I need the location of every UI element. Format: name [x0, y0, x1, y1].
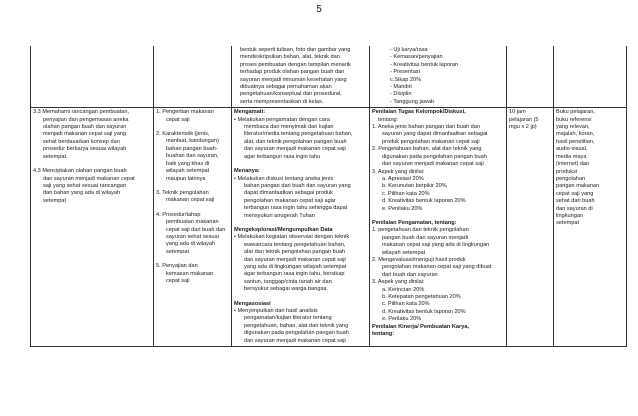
penilaian-sub: tentang: — [378, 116, 399, 123]
kegiatan-heading: Mengeksplorasi/Mengumpulkan Data — [234, 226, 333, 233]
kegiatan-item: mensyukuri anugerah Tuhan — [244, 212, 315, 219]
materi-item: sayuran sehat sesuai — [166, 233, 219, 240]
penilaian-item: 2. Mengevaluasi/menguji hasil produk — [372, 256, 466, 263]
materi-item: 3. Teknik pengolahan — [156, 189, 209, 196]
alokasi-waktu — [509, 109, 551, 131]
aspek-item: b. Ketepatan pengetahuan 20% — [382, 294, 461, 300]
sumber-line: pengolahan — [556, 175, 586, 182]
penilaian-item: 2. Pengetahuan bahan, alat dan teknik yang — [372, 146, 482, 153]
materi-item: setempat — [166, 248, 190, 255]
materi-item: wilayah setempat — [166, 168, 210, 175]
waktu-line: pelajaran (5 — [509, 116, 539, 123]
kd-3-3 — [33, 109, 151, 161]
penilaian-sub: tentang: — [372, 331, 395, 338]
sumber-line: (internet) dan — [556, 161, 590, 168]
waktu-line: mgu x 2 jp) — [509, 124, 537, 131]
text-line: dan bahan yang ada di wilayah — [43, 190, 121, 197]
materi-item: buahan dan sayuran, — [166, 153, 219, 160]
penilaian-cell — [370, 46, 507, 108]
kegiatan-cell — [232, 108, 370, 347]
text-line: setempat — [43, 197, 67, 204]
text-line: proses pembuatan dengan tampilan menarik — [240, 61, 351, 68]
kegiatan-item: dan sayuran menjadi makanan cepat saji — [244, 146, 346, 153]
kegiatan-item: dan sayuran menjadi makanan cepat saji — [244, 337, 346, 344]
materi-item: cepat saji — [166, 116, 190, 123]
sumber-line: setempat — [556, 220, 580, 227]
aspek-item: b. Kerunutan berpikir 20% — [382, 183, 447, 190]
sumber-cell — [554, 108, 627, 347]
text-line: - Mandiri — [390, 84, 412, 91]
kegiatan-item: terbangun rasa ingin tahu sehingga dapat — [244, 205, 348, 212]
penilaian-item: sayuran yang dapat dimanfaatkan sebagai — [382, 131, 488, 138]
kd-4-3 — [33, 168, 151, 205]
text-line: c.Sikap 20% — [390, 76, 422, 83]
penilaian-lines — [372, 47, 504, 106]
materi-item: yang ada di wilayah — [166, 241, 216, 248]
penilaian-heading: Penilaian Pengamatan, tentang: — [372, 219, 457, 226]
text-line: 4.3 Menciptakan olahan pangan buah — [33, 168, 127, 175]
kegiatan-item: agar terbangun rasa ingin tahu, bersikap — [244, 271, 345, 278]
text-line: - Kemasan/penyajian — [390, 54, 443, 61]
sumber-belajar — [556, 109, 624, 228]
kegiatan-cell — [232, 46, 370, 108]
penilaian-heading: Penilaian Kinerja/ Pembuatan Karya, — [372, 323, 469, 330]
kegiatan-heading: Menanya: — [234, 168, 260, 175]
kegiatan-item: alat dan teknik pengolahan pangan buah — [244, 249, 346, 256]
materi-item: 4. Prosedur/tahap — [156, 211, 201, 218]
sumber-line: cepat saji yang — [556, 190, 594, 197]
sumber-line: dan sayuran di — [556, 205, 593, 212]
penilaian-item: digunakan pada pengolahan pangan buah — [382, 153, 487, 160]
penilaian-cell — [370, 108, 507, 347]
text-line: - Disiplin — [390, 91, 412, 98]
materi-item: baik yang khas di — [166, 160, 210, 167]
materi-item: 2. Karakteristik (jenis, — [156, 131, 210, 138]
aspek-item: a. Apresiasi 20% — [382, 175, 424, 182]
syllabus-table — [30, 46, 626, 416]
aspek-item: c. Pilihan kata 20% — [382, 301, 430, 308]
table-row — [31, 108, 627, 347]
page-number: 5 — [316, 4, 322, 15]
text-line: penyajian dan pengemasan aneka — [43, 116, 129, 123]
aspek-item: a. Kerincian 20% — [382, 286, 425, 293]
kegiatan-list — [234, 109, 367, 345]
kegiatan-item: pengolahan makanan cepat saji agar — [244, 197, 336, 204]
kegiatan-lines — [234, 47, 367, 106]
kegiatan-item: alat, dan teknik pengolahan pangan buah — [244, 138, 347, 145]
text-line: bentuk seperti tulisan, foto dan gambar yang — [240, 47, 351, 53]
sumber-line: media maya — [556, 153, 587, 160]
penilaian-item: produk pengolahan makanan cepat saji — [382, 138, 480, 145]
text-line: dan sayuran menjadi makanan cepat — [43, 175, 135, 182]
materi-item: 1. Pengertian makanan — [156, 109, 214, 116]
aspek-item: e. Penilaku 20% — [382, 205, 423, 212]
text-line: serta mempresentasikan di kelas. — [240, 98, 324, 105]
text-line: pengetahuan/konseptual dan prosedural, — [240, 91, 342, 98]
penilaian-item: dan sayuran menjadi makanan cepat saji — [382, 161, 484, 168]
sumber-line: sehat dari buah — [556, 198, 595, 205]
penilaian-item: wilayah setempat — [382, 249, 426, 256]
text-line: prosedur berkarya sesuai wilayah — [43, 146, 127, 153]
text-line: sehat berdasarkan konsep dan — [43, 138, 120, 145]
aspek-item: d. Kreativitas bentuk laporan 20% — [382, 308, 466, 315]
kegiatan-item: digunakan pada pengolahan pangan buah — [244, 330, 349, 337]
waktu-cell — [507, 108, 554, 347]
kegiatan-heading: Mengamati: — [234, 109, 266, 116]
kegiatan-item: • Melakukan kegiatan observasi dengan teknik — [234, 234, 350, 241]
penilaian-item: 1. pengetahuan dan teknik pengolahan — [372, 227, 469, 234]
materi-item: 5. Penyajian dan — [156, 263, 198, 270]
text-line: - Tanggung jawab — [390, 98, 435, 105]
kegiatan-item: pengamatan/kajian literatur tentang — [244, 315, 332, 322]
penilaian-item: pangan buah dan sayuran menjadi — [382, 234, 469, 241]
materi-cell — [154, 108, 232, 347]
kegiatan-item: dan sayuran menjadi makanan cepat saji — [244, 256, 346, 263]
materi-item: bahan pangan buah- — [166, 145, 218, 152]
text-line: - Kreativitas bentuk laporan — [390, 61, 459, 68]
sumber-line: buku referensi — [556, 116, 592, 123]
text-line: 3.3 Memahami rancangan pembuatan, — [33, 109, 130, 116]
penilaian-item: pengolahan makanan cepat saji yang dibuat — [382, 264, 492, 271]
kegiatan-item: literatur/media tentang pengetahuan bahan, — [244, 131, 353, 138]
text-line: dibuatnya sebagai pemahaman akan — [240, 84, 332, 91]
sumber-line: hasil penelitian, — [556, 138, 595, 145]
sumber-line: pangan makanan — [556, 183, 600, 190]
text-line: terhadap produk olahan pangan buah dan — [240, 69, 345, 76]
kegiatan-item: bersyukur sebagai warga bangsa. — [244, 286, 328, 293]
text-line: menjadi makanan cepat saji yang — [43, 131, 127, 138]
aspek-item: e. Perilaku 20% — [382, 316, 422, 323]
waktu-line: 10 jam — [509, 109, 526, 116]
kegiatan-item: membaca dan menyimak dari kajian — [244, 124, 334, 131]
text-line: saji yang sehat sesuai rancangan — [43, 182, 127, 189]
kegiatan-item: bahan pangan dari buah dan sayuran yang — [244, 182, 351, 189]
text-line: - Uji karya/rasa — [390, 47, 428, 53]
kegiatan-item: yang ada di lingkungan wilayah setempat — [244, 263, 347, 270]
aspek-item: c. Pilihan kata 20% — [382, 190, 430, 197]
sumber-line: audio-visual, — [556, 146, 588, 153]
text-line: mendeskripsikan bahan, alat, teknik dan — [240, 54, 340, 61]
sumber-line: produksi — [556, 168, 578, 175]
materi-item: cepat saji dari buah dan — [166, 226, 226, 233]
penilaian-item: 3. Aspek yang dinilai: — [372, 168, 425, 175]
penilaian-item: makanan cepat saji yang ada di lingkungan — [382, 242, 490, 249]
penilaian-item: dari buah dan sayuran — [382, 271, 438, 278]
text-line: olahan pangan buah dan sayuran — [43, 124, 127, 131]
kegiatan-heading: Mengasosiasi — [234, 300, 271, 307]
materi-list — [156, 109, 229, 285]
materi-item: manfaat, kandungan) — [166, 138, 219, 145]
kegiatan-item: • Melakukan diskusi tentang aneka jenis — [234, 175, 334, 182]
kegiatan-item: pengetahuan, bahan, alat dan teknik yang — [244, 322, 349, 329]
text-line: setempat. — [43, 153, 68, 160]
penilaian-list — [372, 109, 504, 338]
text-line: - Presentasi — [390, 69, 420, 76]
materi-item: maupun lainnya — [166, 175, 206, 182]
kompetensi-dasar-cell — [31, 108, 154, 347]
kegiatan-item: agar terbangun rasa ingin tahu — [244, 153, 321, 160]
kegiatan-item: • Menyimpulkan dari hasil analisis — [234, 308, 318, 314]
kegiatan-item: • Melakukan pengamatan dengan cara — [234, 116, 330, 123]
kegiatan-item: santun, tanggap/cinta tanah air dan — [244, 278, 332, 285]
sumber-line: Buku pelajaran, — [556, 109, 595, 116]
sumber-line: lingkungan — [556, 212, 584, 219]
materi-item: cepat saji — [166, 277, 190, 284]
penilaian-item: 3. Aspek yang dinilai: — [372, 279, 425, 286]
kegiatan-item: dapat dimanfaatkan sebagai produk — [244, 190, 333, 197]
penilaian-item: 1. Aneka jenis bahan pangan dari buah dan — [372, 124, 480, 131]
aspek-item: d. Kreativitas bentuk laporan 20% — [382, 198, 466, 205]
sumber-line: majalah, koran, — [556, 131, 595, 138]
materi-item: makanan cepat saji — [166, 197, 215, 204]
table-row — [31, 46, 627, 108]
materi-item: kemasan makanan — [166, 270, 214, 277]
materi-item: pembuatan makanan — [166, 219, 219, 226]
penilaian-heading: Penilaian Tugas Kelompok/Diskusi, — [372, 109, 466, 116]
kegiatan-item: wawancara tentang pengetahuan bahan, — [244, 241, 346, 248]
text-line: sayuran menjadi minuman kesehatan yang — [240, 76, 347, 83]
sumber-line: yang relevan, — [556, 124, 590, 131]
